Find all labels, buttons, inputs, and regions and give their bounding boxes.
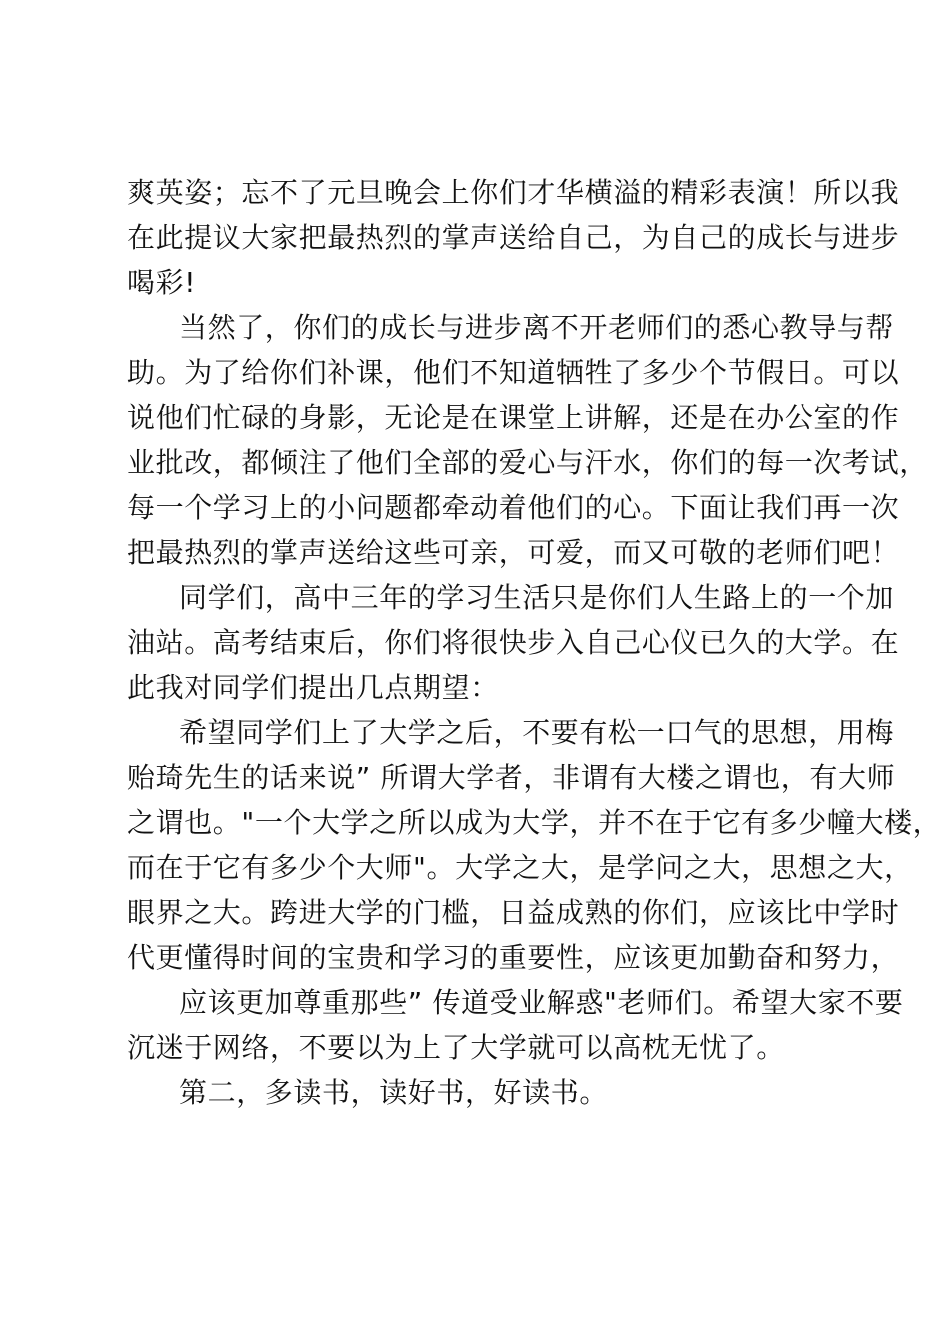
text-line: 沉迷于网络，不要以为上了大学就可以高枕无忧了。 bbox=[127, 1031, 785, 1064]
text-line: 在此提议大家把最热烈的掌声送给自己，为自己的成长与进步 bbox=[127, 221, 900, 254]
text-line: 说他们忙碌的身影，无论是在课堂上讲解，还是在办公室的作 bbox=[127, 401, 900, 434]
text-line: 业批改，都倾注了他们全部的爱心与汗水，你们的每一次考试， bbox=[127, 446, 928, 479]
text-line: 贻琦先生的话来说” 所谓大学者，非谓有大楼之谓也，有大师 bbox=[127, 761, 896, 794]
text-line: 油站。高考结束后，你们将很快步入自己心仪已久的大学。在 bbox=[127, 626, 900, 659]
paragraph-start-line: 同学们，高中三年的学习生活只是你们人生路上的一个加 bbox=[179, 581, 895, 614]
paragraph-start-line: 第二，多读书，读好书，好读书。 bbox=[179, 1076, 609, 1109]
text-line: 每一个学习上的小问题都牵动着他们的心。下面让我们再一次 bbox=[127, 491, 900, 524]
text-line: 代更懂得时间的宝贵和学习的重要性，应该更加勤奋和努力， bbox=[127, 941, 900, 974]
paragraph-start-line: 应该更加尊重那些” 传道受业解惑"老师们。希望大家不要 bbox=[179, 986, 904, 1019]
text-line: 而在于它有多少个大师"。大学之大，是学问之大，思想之大， bbox=[127, 851, 913, 884]
text-line: 眼界之大。跨进大学的门槛，日益成熟的你们，应该比中学时 bbox=[127, 896, 900, 929]
text-line: 喝彩! bbox=[127, 266, 197, 299]
text-line: 爽英姿；忘不了元旦晚会上你们才华横溢的精彩表演！所以我 bbox=[127, 176, 900, 209]
text-line: 把最热烈的掌声送给这些可亲，可爱，而又可敬的老师们吧！ bbox=[127, 536, 900, 569]
paragraph-start-line: 希望同学们上了大学之后，不要有松一口气的思想，用梅 bbox=[179, 716, 895, 749]
body-text bbox=[127, 170, 942, 1115]
text-line: 之谓也。"一个大学之所以成为大学，并不在于它有多少幢大楼， bbox=[127, 806, 942, 839]
text-line: 助。为了给你们补课，他们不知道牺牲了多少个节假日。可以 bbox=[127, 356, 900, 389]
paragraph-start-line: 当然了，你们的成长与进步离不开老师们的悉心教导与帮 bbox=[179, 311, 895, 344]
text-line: 此我对同学们提出几点期望： bbox=[127, 671, 499, 704]
